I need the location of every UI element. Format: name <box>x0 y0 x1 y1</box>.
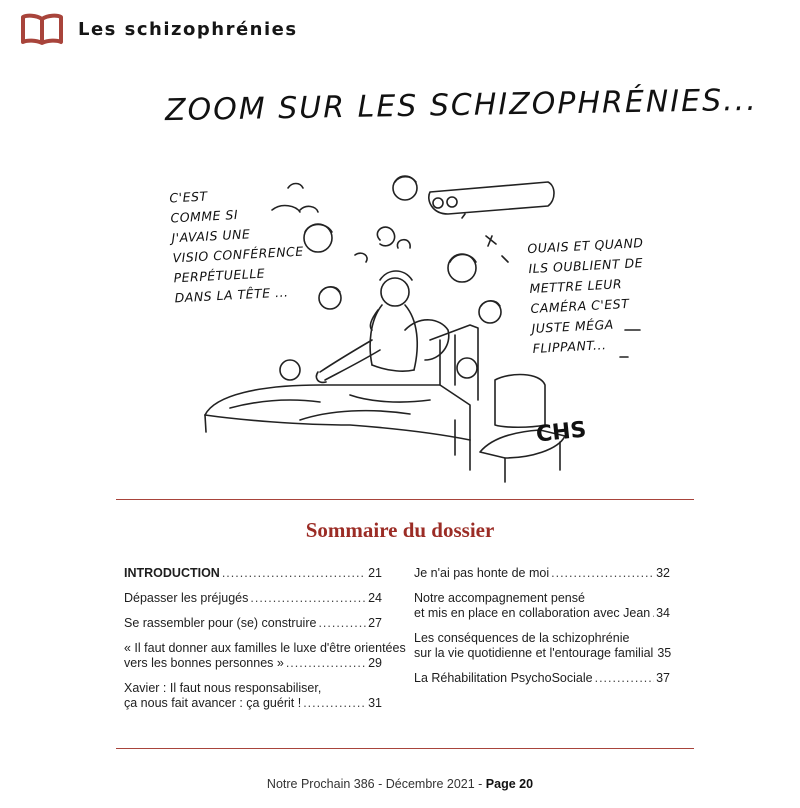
toc-entry-text: ça nous fait avancer : ça guérit ! <box>124 696 302 710</box>
summary-title: Sommaire du dossier <box>305 518 495 542</box>
toc-entry-text: et mis en place en collaboration avec Jean <box>414 606 651 620</box>
cartoon-title: ZOOM SUR LES SCHIZOPHRÉNIES... <box>164 82 758 129</box>
toc-leader <box>318 616 366 631</box>
divider-top <box>116 499 694 500</box>
toc-entry-text: Dépasser les préjugés <box>124 591 249 605</box>
toc-entry[interactable] <box>414 566 670 581</box>
speech-bubble-right: OUAIS ET QUAND ILS OUBLIENT DE METTRE LEUR CAMÉRA C'EST JUSTE MÉGA FLIPPANT... <box>527 235 644 356</box>
toc-entry-text: sur la vie quotidienne et l'entourage familial <box>414 646 654 660</box>
toc-leader <box>222 566 366 581</box>
section-title: Les schizophrénies <box>78 18 298 40</box>
toc-page-number: 29 <box>368 656 382 670</box>
toc-entry[interactable] <box>124 681 382 711</box>
toc-entry-text: Xavier : Il faut nous responsabiliser, <box>124 681 322 695</box>
toc-entry-text: INTRODUCTION <box>124 566 220 580</box>
page-header <box>20 12 298 46</box>
toc-entry[interactable] <box>124 616 382 631</box>
toc-page-number: 27 <box>368 616 382 630</box>
toc-leader <box>286 656 366 671</box>
toc-page-number: 37 <box>656 671 670 685</box>
toc-page-number: 24 <box>368 591 382 605</box>
toc-entry[interactable] <box>414 671 670 686</box>
toc-leader <box>595 671 655 686</box>
footer-page-number: Page 20 <box>485 777 534 791</box>
toc-leader <box>303 696 366 711</box>
toc-entry-text: vers les bonnes personnes » <box>124 656 284 670</box>
toc-page-number: 31 <box>368 696 382 710</box>
toc-leader <box>250 591 366 606</box>
toc-page-number: 21 <box>368 566 382 580</box>
toc-entry-text: Je n'ai pas honte de moi <box>414 566 550 580</box>
open-book-icon <box>20 12 64 46</box>
toc-entry-text: « Il faut donner aux familles le luxe d'être orientées <box>124 641 406 655</box>
footer-text: Notre Prochain 386 - Décembre 2021 - <box>266 777 486 791</box>
toc-entry[interactable] <box>414 591 670 621</box>
toc-entry[interactable] <box>124 566 382 581</box>
toc-page-number: 32 <box>656 566 670 580</box>
toc-entry-text: Les conséquences de la schizophrénie <box>414 631 630 645</box>
toc-right-column <box>414 566 670 696</box>
toc-leader <box>652 606 654 621</box>
toc-page-number: 34 <box>656 606 670 620</box>
toc-leader <box>551 566 654 581</box>
speech-bubble-left: C'EST COMME SI J'AVAIS UNE VISIO CONFÉRENCE PERPÉTUELLE DANS LA TÊTE ... <box>169 188 305 306</box>
toc-entry[interactable] <box>124 591 382 606</box>
toc-entry-text: Notre accompagnement pensé <box>414 591 585 605</box>
page-footer <box>0 777 800 791</box>
artist-signature: CHS <box>534 417 588 448</box>
divider-bottom <box>116 748 694 749</box>
toc-entry[interactable] <box>124 641 406 671</box>
toc-entry-text: Se rassembler pour (se) construire <box>124 616 317 630</box>
toc-entry-text: La Réhabilitation PsychoSociale <box>414 671 593 685</box>
toc-entry[interactable] <box>414 631 670 661</box>
cartoon-illustration <box>0 150 800 500</box>
toc-left-column <box>124 566 406 721</box>
toc-page-number: 35 <box>657 646 672 660</box>
